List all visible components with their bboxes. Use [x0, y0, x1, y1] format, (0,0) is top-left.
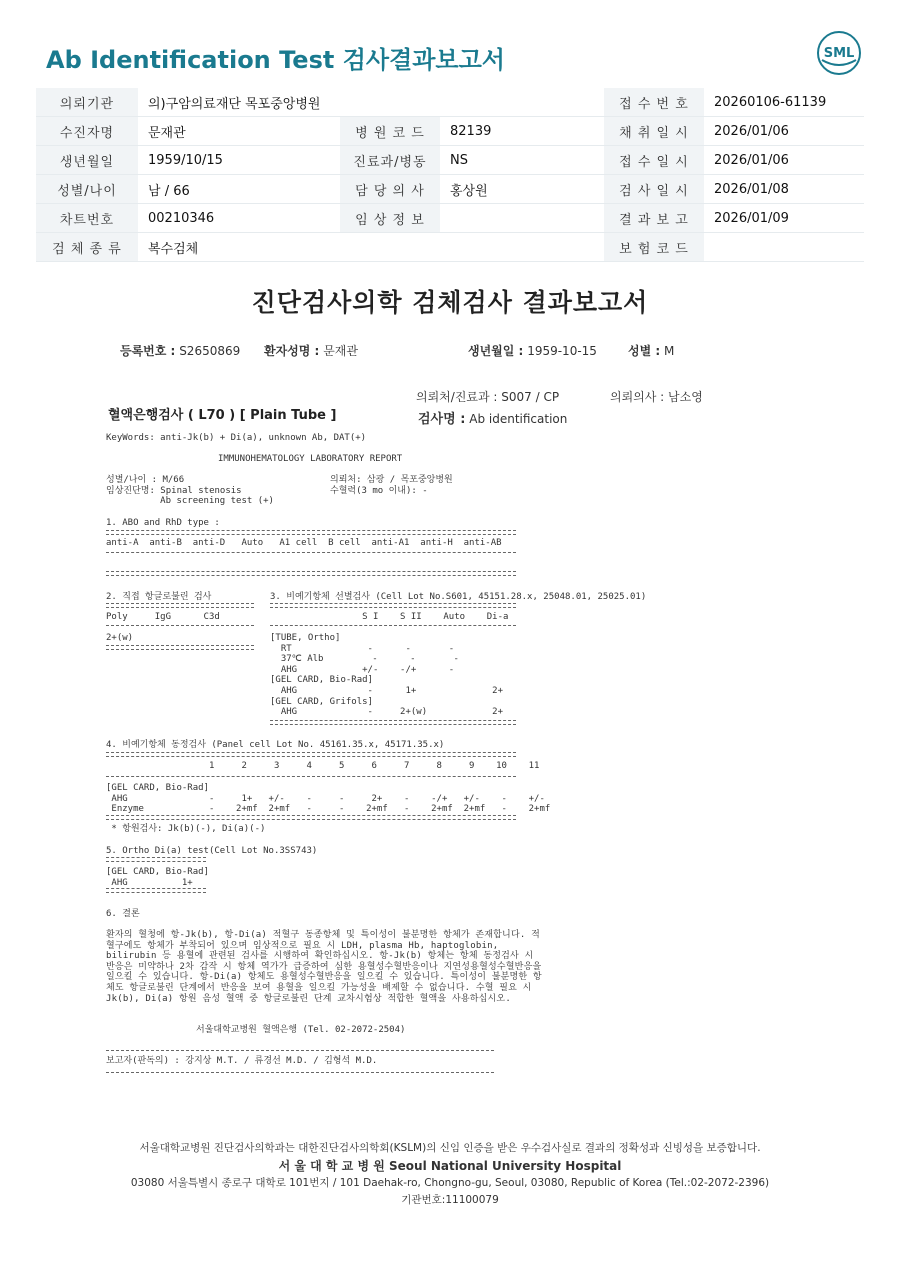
receipt-no-label: 접 수 번 호	[604, 88, 704, 117]
test-name-value: Ab identification	[469, 412, 568, 426]
reg-no	[120, 342, 240, 359]
rule	[106, 1050, 494, 1051]
sec5-body: [GEL CARD, Bio-Rad] AHG 1+	[106, 867, 209, 888]
test-name	[418, 408, 567, 427]
receipt-no-value: 20260106-61139	[704, 88, 864, 117]
patient-value: 문재관	[138, 117, 340, 146]
sec4-body: [GEL CARD, Bio-Rad] AHG - 1+ +/- - - 2+ - -/+ +/- - +/- Enzyme - 2+mf 2+mf - - 2+mf - 2+mf 2+mf - 2+mf	[106, 783, 551, 815]
main-report-title: 진단검사의학 검체검사 결과보고서	[251, 288, 649, 317]
conclusion-text: 환자의 혈청에 항-Jk(b), 항-Di(a) 적혈구 동종항체 및 특이성이 불분명한 항체가 존재합니다. 적혈구에도 항체가 부착되어 있으며 임상적으로 필요 시 LDH, plasma Hb, haptoglobin, bilirubin 등 용혈에 관련된 검사를 시행하여 확인하십시오. 항-Jk(b) 항체는 항체 동정검사 시 반응은 미약하나 2차 감작 시 항체 역가가 급증하여 심한 용혈성수혈반응이나 지연성용혈성수혈반응을 일으킬 수 있습니다. 항-Di(a) 항체도 용혈성수혈반응을 일으킬 수 있습니다. 특이성이 불분명한 항체도 항글로불린 단계에서 반응을 보여 용혈을 일으킬 가능성을 배제할 수 없습니다. 수혈 필요 시 Jk(b), Di(a) 항원 음성 혈액 중 항글로불린 단계 교차시험상 적합한 혈액을 사용하십시오.	[106, 930, 542, 1004]
sec5-title: 5. Ortho Di(a) test(Cell Lot No.3SS743)	[106, 846, 318, 856]
double-rule	[106, 815, 516, 820]
report-title: Ab Identification Test 검사결과보고서	[46, 46, 505, 74]
insurance-value	[704, 233, 864, 262]
test-name-label: 검사명 :	[418, 412, 466, 427]
rule	[106, 552, 516, 553]
lab-signature: 서울대학교병원 혈액은행 (Tel. 02-2072-2504)	[196, 1025, 406, 1035]
pbirth-label: 생년월일 :	[468, 344, 524, 358]
hospital-label: 의뢰기관	[36, 88, 138, 117]
test-group: 혈액은행검사 ( L70 ) [ Plain Tube ]	[108, 408, 337, 423]
psex-value: M	[664, 344, 675, 358]
report-date-label: 결 과 보 고	[604, 204, 704, 233]
info-row	[36, 88, 864, 117]
receipt-date-value: 2026/01/06	[704, 146, 864, 175]
patient-birth	[468, 342, 597, 359]
doctor-label: 담 당 의 사	[340, 175, 440, 204]
logo-text: SML	[823, 46, 855, 61]
keywords: KeyWords: anti-Jk(b) + Di(a), unknown Ab, DAT(+)	[106, 433, 367, 443]
footer-address: 03080 서울특별시 종로구 대학로 101번지 / 101 Daehak-ro, Chongno-gu, Seoul, 03080, Republic of Korea (Tel.:02-2072-2396)	[130, 1177, 770, 1189]
double-rule	[106, 603, 254, 608]
hosp-code-value: 82139	[440, 117, 604, 146]
double-rule	[270, 720, 516, 725]
double-rule	[106, 752, 516, 757]
birth-value: 1959/10/15	[138, 146, 340, 175]
hosp-code-label: 병 원 코 드	[340, 117, 440, 146]
test-date-label: 검 사 일 시	[604, 175, 704, 204]
dept-label: 진료과/병동	[340, 146, 440, 175]
sec4-note: * 항원검사: Jk(b)(-), Di(a)(-)	[106, 824, 266, 834]
double-rule	[106, 571, 516, 576]
receipt-date-label: 접 수 일 시	[604, 146, 704, 175]
double-rule	[106, 530, 516, 535]
chart-value: 00210346	[138, 204, 340, 233]
footer-institution-no: 기관번호:11100079	[401, 1194, 499, 1206]
reg-value: S2650869	[179, 344, 241, 358]
info-row	[36, 175, 864, 204]
sec3-title: 3. 비예기항체 선별검사 (Cell Lot No.S601, 45151.28.x, 25048.01, 25025.01)	[270, 592, 647, 602]
pname-label: 환자성명 :	[264, 344, 320, 358]
clinical-value	[440, 204, 604, 233]
sec2-value: 2+(w)	[106, 633, 134, 643]
sec3-header: S I S II Auto Di-a	[270, 612, 509, 622]
double-rule	[270, 603, 516, 608]
sec6-title: 6. 결론	[106, 909, 140, 919]
birth-label: 생년월일	[36, 146, 138, 175]
double-rule	[106, 888, 206, 893]
footer-hospital	[0, 1157, 900, 1174]
patient-label: 수진자명	[36, 117, 138, 146]
sec4-title: 4. 비예기항체 동정검사 (Panel cell Lot No. 45161.35.x, 45171.35.x)	[106, 740, 445, 750]
pbirth-value: 1959-10-15	[527, 344, 597, 358]
ref-doctor: 의뢰의사 : 남소영	[610, 390, 703, 404]
meta-right: 의뢰처: 삼광 / 목포중앙병원 수혈력(3 mo 이내): -	[330, 475, 453, 496]
clinical-label: 임 상 정 보	[340, 204, 440, 233]
rule	[270, 625, 516, 626]
report-date-value: 2026/01/09	[704, 204, 864, 233]
patient-info-table	[36, 88, 864, 262]
sex-age-label: 성별/나이	[36, 175, 138, 204]
sec4-header: 1 2 3 4 5 6 7 8 9 10 11	[106, 761, 540, 771]
info-row	[36, 233, 864, 262]
double-rule	[106, 857, 206, 862]
reporter: 보고자(판독의) : 강지상 M.T. / 류경선 M.D. / 김형석 M.D.	[106, 1056, 378, 1066]
doctor-value: 홍상원	[440, 175, 604, 204]
patient-sex	[628, 342, 674, 359]
footer-hospital-en: Seoul National University Hospital	[389, 1159, 622, 1173]
patient-name	[264, 342, 358, 359]
sec1-title: 1. ABO and RhD type :	[106, 518, 220, 528]
info-row	[36, 146, 864, 175]
collect-date-value: 2026/01/06	[704, 117, 864, 146]
ref-dept: 의뢰처/진료과 : S007 / CP	[416, 390, 560, 404]
sml-logo-icon	[816, 30, 862, 76]
sex-age-value: 남 / 66	[138, 175, 340, 204]
double-rule	[106, 645, 254, 650]
sec2-title: 2. 직접 항글로불린 검사	[106, 592, 212, 602]
psex-label: 성별 :	[628, 344, 661, 358]
rule	[106, 625, 254, 626]
pname-value: 문재관	[323, 344, 358, 358]
lab-report-title: IMMUNOHEMATOLOGY LABORATORY REPORT	[218, 454, 403, 464]
collect-date-label: 채 취 일 시	[604, 117, 704, 146]
meta-left: 성별/나이 : M/66 임상진단명: Spinal stenosis Ab screening test (+)	[106, 475, 274, 507]
sec1-header: anti-A anti-B anti-D Auto A1 cell B cell anti-A1 anti-H anti-AB	[106, 538, 502, 548]
rule	[106, 776, 516, 777]
specimen-value: 복수검체	[138, 233, 604, 262]
footer-hospital-ko: 서 울 대 학 교 병 원	[278, 1159, 385, 1173]
insurance-label: 보 험 코 드	[604, 233, 704, 262]
chart-label: 차트번호	[36, 204, 138, 233]
sec2-header: Poly IgG C3d	[106, 612, 220, 622]
info-row	[36, 204, 864, 233]
specimen-label: 검 체 종 류	[36, 233, 138, 262]
dept-value: NS	[440, 146, 604, 175]
sec3-body: [TUBE, Ortho] RT - - - 37℃ Alb - - - AHG +/- -/+ - [GEL CARD, Bio-Rad] AHG - 1+ 2+ [GEL CARD, Grifols] AHG - 2+(w) 2+	[270, 633, 503, 718]
rule	[106, 1072, 494, 1073]
test-date-value: 2026/01/08	[704, 175, 864, 204]
footer-cert: 서울대학교병원 진단검사의학과는 대한진단검사의학회(KSLM)의 신임 인증을 받은 우수검사실로 결과의 정확성과 신빙성을 보증합니다.	[139, 1142, 761, 1154]
hospital-value: 의)구암의료재단 목포중앙병원	[138, 88, 604, 117]
reg-label: 등록번호 :	[120, 344, 176, 358]
info-row	[36, 117, 864, 146]
